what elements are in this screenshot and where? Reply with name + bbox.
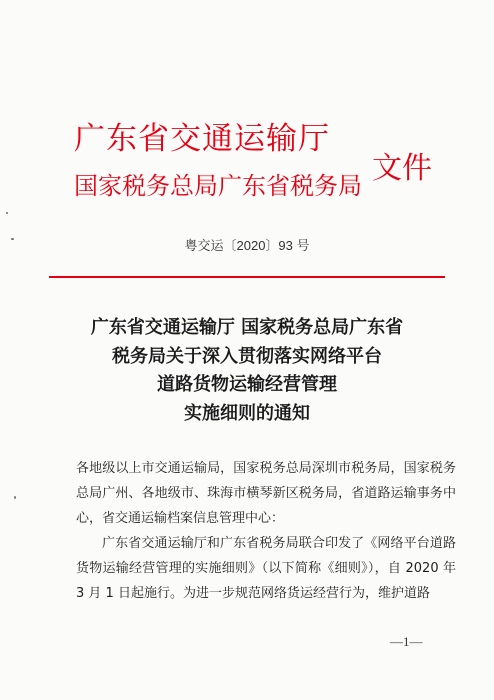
title-line: 税务局关于深入贯彻落实网络平台: [112, 345, 382, 367]
page-number: —1—: [390, 634, 423, 649]
document-title: [0, 314, 494, 428]
scan-speck: [14, 496, 16, 499]
document-type-label: 文件: [372, 151, 432, 186]
scan-speck: [11, 238, 14, 240]
red-separator-line: [49, 276, 445, 278]
issuer-name-transport: 广东省交通运输厅: [74, 121, 330, 157]
salutation: 各地级以上市交通运输局，国家税务总局深圳市税务局，国家税务总局广州、各地级市、珠海市横琴新区税务局，省道路运输事务中心，省交通运输档案信息管理中心：: [76, 461, 456, 526]
title-line: 实施细则的通知: [184, 402, 310, 424]
document-body: [76, 456, 456, 606]
issuer-name-tax-bureau: 国家税务总局广东省税务局: [74, 172, 362, 200]
body-paragraph: 广东省交通运输厅和广东省税务局联合印发了《网络平台道路货物运输经营管理的实施细则》（以下简称《细则》），自 2020 年 3 月 1 日起施行。为进一步规范网络货运经营行为，维护道路: [76, 536, 456, 601]
title-line: 道路货物运输经营管理: [157, 374, 337, 395]
document-number: 粤交运〔2020〕93 号: [184, 238, 310, 253]
scan-speck: [6, 212, 8, 214]
red-header: [0, 0, 494, 300]
title-line: 广东省交通运输厅 国家税务总局广东省: [90, 317, 404, 338]
